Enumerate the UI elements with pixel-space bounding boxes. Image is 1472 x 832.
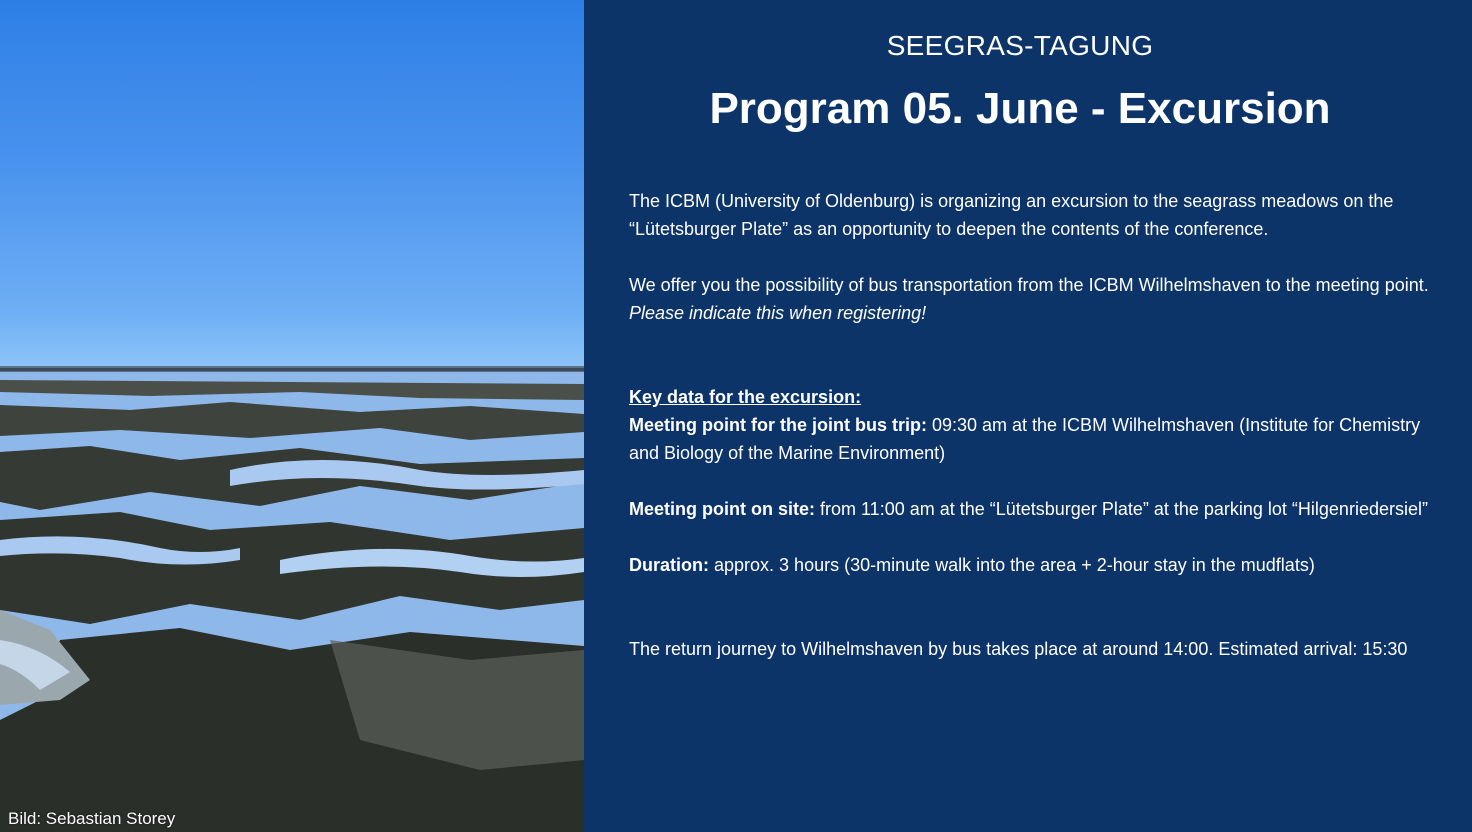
return-journey: The return journey to Wilhelmshaven by bus takes place at around 14:00. Estimated arrival: 15:30 [629, 639, 1408, 659]
bus-meeting-point [629, 411, 1429, 467]
mudflat-photo [0, 0, 584, 832]
bus-meeting-details: 09:30 am at the ICBM Wilhelmshaven (Institute for Chemistry and Biology of the Marine Environment) [629, 415, 1421, 463]
photo-credit: Bild: Sebastian Storey [8, 809, 176, 828]
content-panel [584, 0, 1472, 832]
event-kicker: SEEGRAS-TAGUNG [886, 30, 1154, 61]
key-data-heading: Key data for the excursion: [629, 387, 862, 407]
page-title: Program 05. June - Excursion [709, 84, 1331, 133]
duration-details: approx. 3 hours (30-minute walk into the area + 2-hour stay in the mudflats) [709, 555, 1315, 575]
site-meeting-point [629, 495, 1429, 523]
duration-label: Duration: [629, 555, 709, 575]
program-text [629, 187, 1429, 663]
registration-note: Please indicate this when registering! [629, 303, 927, 323]
mudflat-landscape-illustration [0, 0, 584, 832]
intro-paragraph: The ICBM (University of Oldenburg) is organizing an excursion to the seagrass meadows on the “Lütetsburger Plate” as an opportunity to deepen the contents of the conference. [629, 191, 1394, 239]
duration [629, 551, 1429, 579]
site-meeting-details: from 11:00 am at the “Lütetsburger Plate” at the parking lot “Hilgenriedersiel” [815, 499, 1428, 519]
bus-offer-paragraph: We offer you the possibility of bus transportation from the ICBM Wilhelmshaven to the meeting point. [629, 275, 1429, 295]
site-meeting-label: Meeting point on site: [629, 499, 815, 519]
bus-meeting-label: Meeting point for the joint bus trip: [629, 415, 927, 435]
